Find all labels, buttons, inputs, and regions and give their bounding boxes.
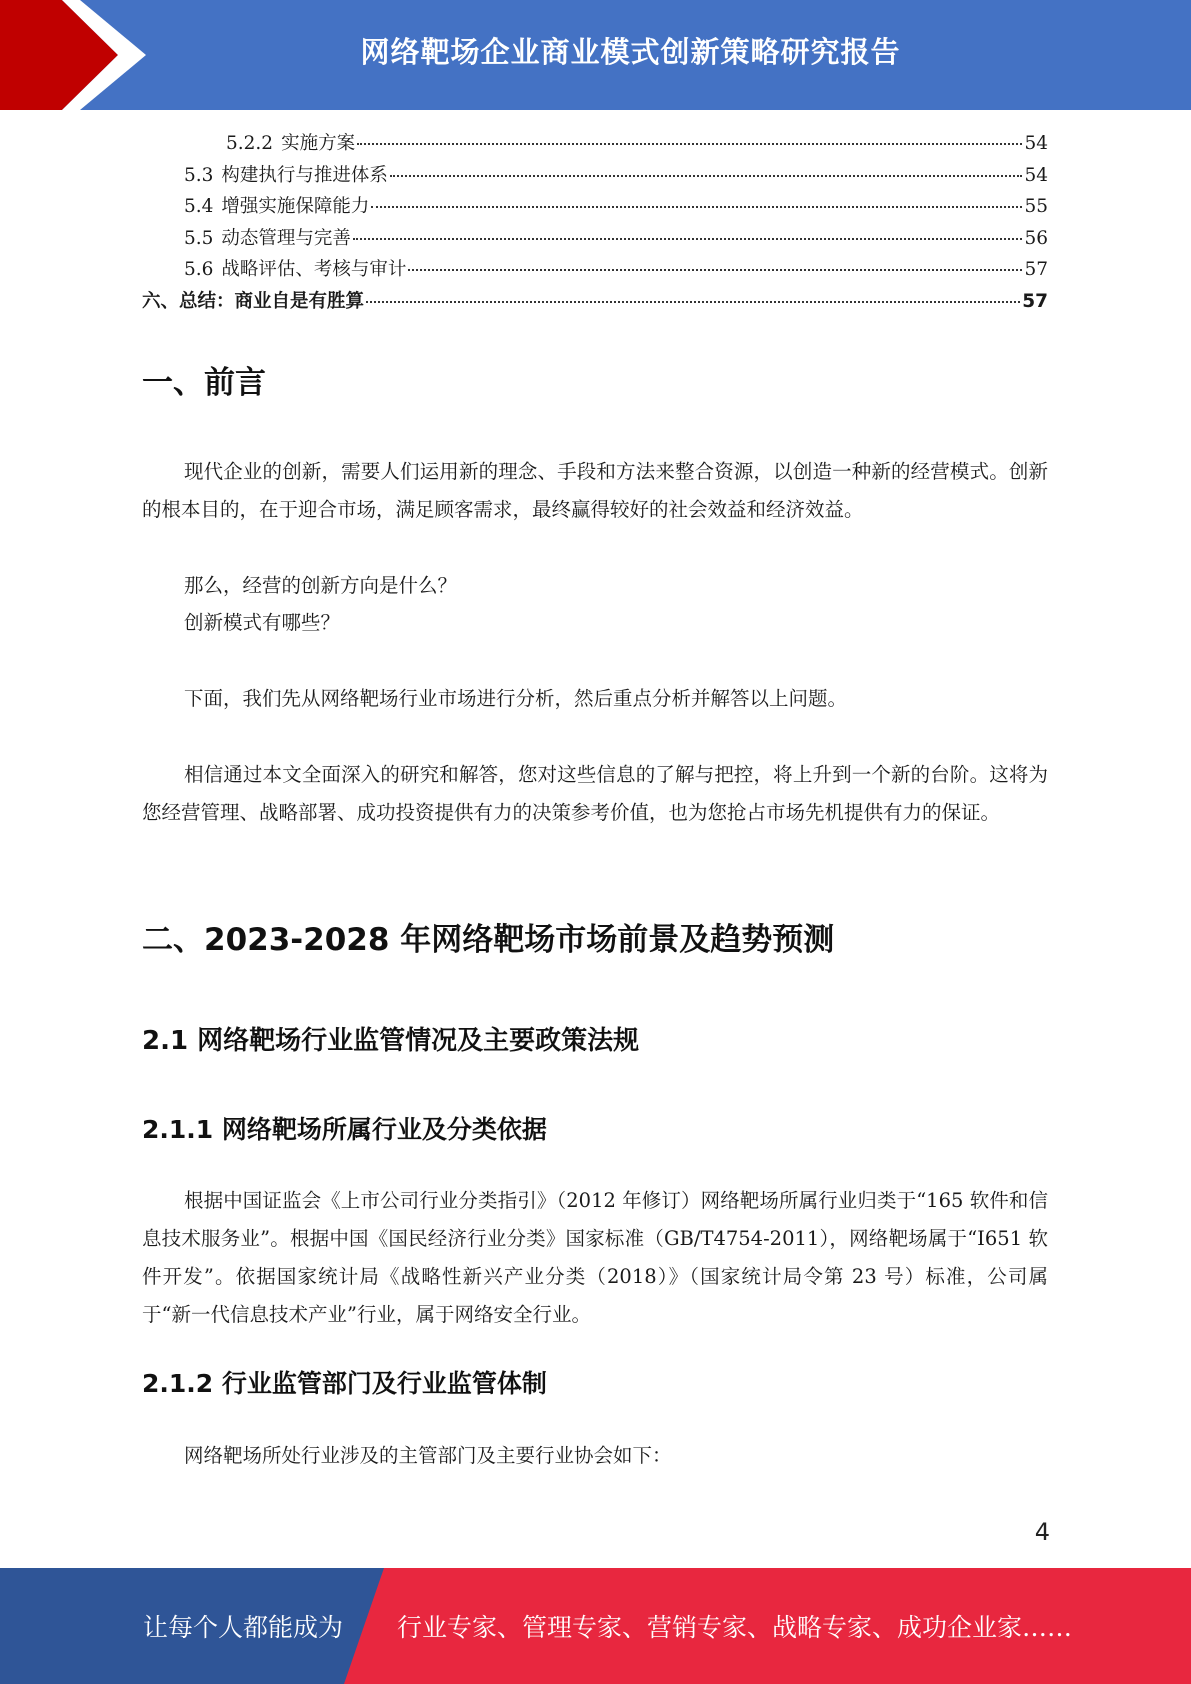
toc-entry[interactable] — [142, 286, 1048, 318]
toc-entry-label: 六、总结：商业自是有胜算 — [142, 290, 365, 312]
toc-entry[interactable] — [142, 191, 1048, 223]
toc-entry-label: 增强实施保障能力 — [221, 196, 370, 217]
toc-entry-label: 战略评估、考核与审计 — [221, 259, 407, 280]
toc-entry-number: 5.3 — [184, 164, 214, 186]
toc-entry-page: 54 — [1024, 164, 1048, 186]
section-heading-preface: 一、前言 — [142, 365, 266, 401]
toc-entry-number: 5.5 — [184, 227, 214, 249]
paragraph: 网络靶场所处行业涉及的主管部门及主要行业协会如下： — [184, 1444, 672, 1467]
subsection-heading: 2.1.2 行业监管部门及行业监管体制 — [142, 1369, 547, 1398]
paragraph: 创新模式有哪些？ — [184, 611, 341, 634]
subsection-heading: 2.1.1 网络靶场所属行业及分类依据 — [142, 1115, 547, 1144]
paragraph: 下面，我们先从网络靶场行业市场进行分析，然后重点分析并解答以上问题。 — [184, 687, 848, 710]
toc-entry[interactable] — [142, 254, 1048, 286]
toc-dot-leader — [371, 206, 1022, 208]
footer-slogan-left: 让每个人都能成为 — [143, 1613, 344, 1642]
toc-entry-label: 构建执行与推进体系 — [221, 164, 388, 186]
toc-entry-label: 实施方案 — [281, 133, 356, 154]
report-title: 网络靶场企业商业模式创新策略研究报告 — [360, 34, 901, 69]
toc-entry[interactable] — [142, 128, 1048, 160]
toc-entry-page: 57 — [1022, 290, 1048, 312]
toc-entry[interactable] — [142, 223, 1048, 255]
toc-entry-page: 55 — [1024, 196, 1048, 217]
toc-entry-page: 57 — [1024, 259, 1048, 280]
toc-dot-leader — [408, 269, 1022, 271]
toc-entry-page: 56 — [1024, 227, 1048, 249]
paragraph: 根据中国证监会《上市公司行业分类指引》（2012 年修订）网络靶场所属行业归类于“165 软件和信息技术服务业”。根据中国《国民经济行业分类》国家标准（GB/T4754-2011），网络靶场属于“I651 软件开发”。依据国家统计局《战略性新兴产业分类（2018）》（国家统计局令第 23 号）标准，公司属于“新一代信息技术产业”行业，属于网络安全行业。 — [142, 1189, 1048, 1326]
paragraph: 现代企业的创新，需要人们运用新的理念、手段和方法来整合资源，以创造一种新的经营模式。创新的根本目的，在于迎合市场，满足顾客需求，最终赢得较好的社会效益和经济效益。 — [142, 460, 1048, 521]
toc-dot-leader — [390, 175, 1023, 177]
section-heading-forecast: 二、2023-2028 年网络靶场市场前景及趋势预测 — [142, 922, 835, 958]
table-of-contents — [142, 128, 1048, 317]
toc-entry-number: 5.4 — [184, 196, 214, 217]
toc-entry-number: 5.2.2 — [226, 133, 274, 154]
toc-entry-number: 5.6 — [184, 259, 214, 280]
toc-dot-leader — [353, 238, 1023, 240]
toc-dot-leader — [366, 301, 1020, 303]
footer-slogan-right: 行业专家、管理专家、营销专家、战略专家、成功企业家…… — [397, 1613, 1073, 1642]
toc-entry-page: 54 — [1024, 133, 1048, 154]
toc-entry-label: 动态管理与完善 — [221, 227, 351, 249]
page-number: 4 — [1034, 1518, 1050, 1546]
footer-banner — [0, 1568, 1191, 1684]
header-banner — [0, 0, 1191, 110]
toc-entry[interactable] — [142, 160, 1048, 192]
paragraph: 那么，经营的创新方向是什么？ — [184, 574, 458, 597]
subsection-heading: 2.1 网络靶场行业监管情况及主要政策法规 — [142, 1026, 640, 1056]
toc-dot-leader — [357, 143, 1022, 145]
paragraph: 相信通过本文全面深入的研究和解答，您对这些信息的了解与把控，将上升到一个新的台阶。这将为您经营管理、战略部署、成功投资提供有力的决策参考价值，也为您抢占市场先机提供有力的保证。 — [142, 763, 1048, 824]
